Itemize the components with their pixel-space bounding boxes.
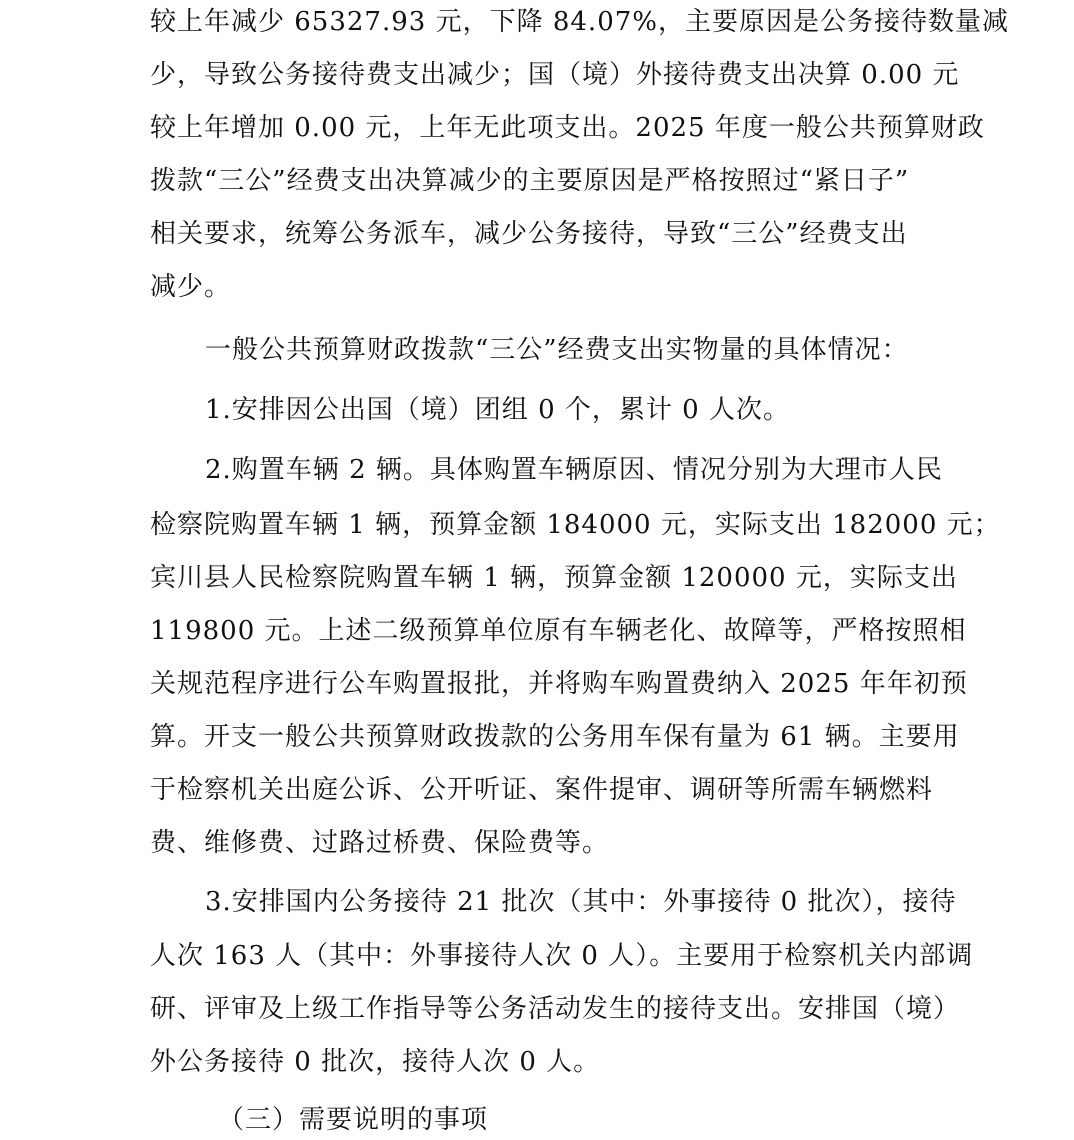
section-heading: （三）需要说明的事项 (218, 1105, 489, 1135)
paragraph-line: 关规范程序进行公车购置报批，并将购车购置费纳入 2025 年年初预 (150, 669, 968, 699)
paragraph-line: 少，导致公务接待费支出减少；国（境）外接待费支出决算 0.00 元 (150, 60, 960, 90)
paragraph-line: 算。开支一般公共预算财政拨款的公务用车保有量为 61 辆。主要用 (150, 722, 960, 752)
paragraph-line: 较上年增加 0.00 元，上年无此项支出。2025 年度一般公共预算财政 (150, 113, 985, 143)
paragraph-line: 于检察机关出庭公诉、公开听证、案件提审、调研等所需车辆燃料 (150, 775, 934, 805)
paragraph-line: 外公务接待 0 批次，接待人次 0 人。 (150, 1047, 601, 1077)
paragraph-line: 较上年减少 65327.93 元，下降 84.07%，主要原因是公务接待数量减 (150, 7, 1009, 37)
paragraph-line: 减少。 (150, 272, 232, 302)
paragraph-line: 人次 163 人（其中：外事接待人次 0 人）。主要用于检察机关内部调 (150, 941, 974, 971)
paragraph-line: 119800 元。上述二级预算单位原有车辆老化、故障等，严格按照相 (150, 616, 967, 646)
paragraph-line: 1.安排因公出国（境）团组 0 个，累计 0 人次。 (205, 395, 790, 425)
paragraph-line: 2.购置车辆 2 辆。具体购置车辆原因、情况分别为大理市人民 (205, 455, 943, 485)
paragraph-line: 一般公共预算财政拨款“三公”经费支出实物量的具体情况： (205, 335, 909, 365)
paragraph-line: 拨款“三公”经费支出决算减少的主要原因是严格按照过“紧日子” (150, 166, 910, 196)
paragraph-line: 3.安排国内公务接待 21 批次（其中：外事接待 0 批次），接待 (205, 887, 957, 917)
paragraph-line: 检察院购置车辆 1 辆，预算金额 184000 元，实际支出 182000 元； (150, 510, 1001, 540)
paragraph-line: 相关要求，统筹公务派车，减少公务接待，导致“三公”经费支出 (150, 219, 908, 249)
paragraph-line: 费、维修费、过路过桥费、保险费等。 (150, 828, 610, 858)
paragraph-line: 宾川县人民检察院购置车辆 1 辆，预算金额 120000 元，实际支出 (150, 563, 958, 593)
paragraph-line: 研、评审及上级工作指导等公务活动发生的接待支出。安排国（境） (150, 994, 961, 1024)
